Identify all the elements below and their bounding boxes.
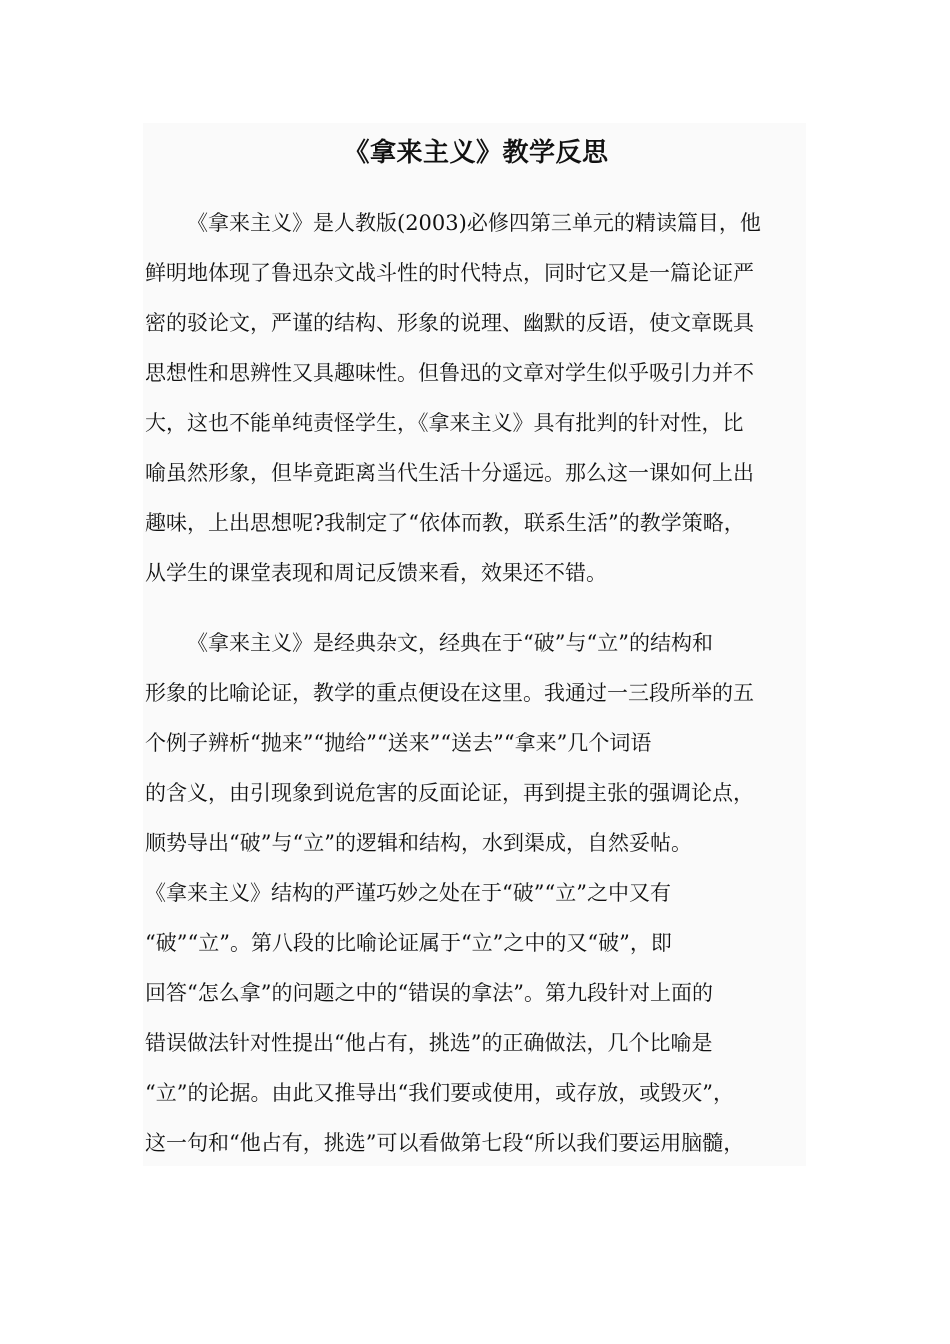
text-line: 错误做法针对性提出“他占有，挑选”的正确做法，几个比喻是 (145, 1031, 713, 1055)
text-line: 这一句和“他占有，挑选”可以看做第七段“所以我们要运用脑髓， (145, 1131, 745, 1155)
text-line: 回答“怎么拿”的问题之中的“错误的拿法”。第九段针对上面的 (145, 981, 713, 1005)
text-line: 《拿来主义》是经典杂文，经典在于“破”与“立”的结构和 (187, 631, 713, 655)
text-line: “破”“立”。第八段的比喻论证属于“立”之中的又“破”，即 (145, 931, 672, 955)
text-line: 趣味，上出思想呢?我制定了“依体而教，联系生活”的教学策略， (145, 511, 745, 535)
text-line: 从学生的课堂表现和周记反馈来看，效果还不错。 (145, 561, 607, 585)
paragraph-gap (145, 598, 807, 618)
text-line: 《拿来主义》是人教版(2003)必修四第三单元的精读篇目，他 (187, 211, 761, 235)
text-line: 密的驳论文，严谨的结构、形象的说理、幽默的反语，使文章既具 (145, 311, 754, 335)
text-line: 顺势导出“破”与“立”的逻辑和结构，水到渠成，自然妥帖。 (145, 831, 692, 855)
text-line: 喻虽然形象，但毕竟距离当代生活十分遥远。那么这一课如何上出 (145, 461, 754, 485)
text-line: 形象的比喻论证，教学的重点便设在这里。我通过一三段所举的五 (145, 681, 754, 705)
paragraph-2 (145, 618, 807, 1168)
text-line: “立”的论据。由此又推导出“我们要或使用，或存放，或毁灭”， (145, 1081, 734, 1105)
text-line: 思想性和思辨性又具趣味性。但鲁迅的文章对学生似乎吸引力并不 (145, 361, 754, 385)
text-line: 个例子辨析“抛来”“抛给”“送来”“送去”“拿来”几个词语 (145, 731, 652, 755)
document-title: 《拿来主义》教学反思 (343, 138, 609, 168)
text-line: 的含义，由引现象到说危害的反面论证，再到提主张的强调论点， (145, 781, 754, 805)
paragraph-1 (145, 198, 807, 598)
text-line: 鲜明地体现了鲁迅杂文战斗性的时代特点，同时它又是一篇论证严 (145, 261, 754, 285)
text-line: 大，这也不能单纯责怪学生，《拿来主义》具有批判的针对性，比 (145, 411, 744, 435)
document-body (145, 124, 807, 1168)
text-line: 《拿来主义》结构的严谨巧妙之处在于“破”“立”之中又有 (145, 881, 671, 905)
